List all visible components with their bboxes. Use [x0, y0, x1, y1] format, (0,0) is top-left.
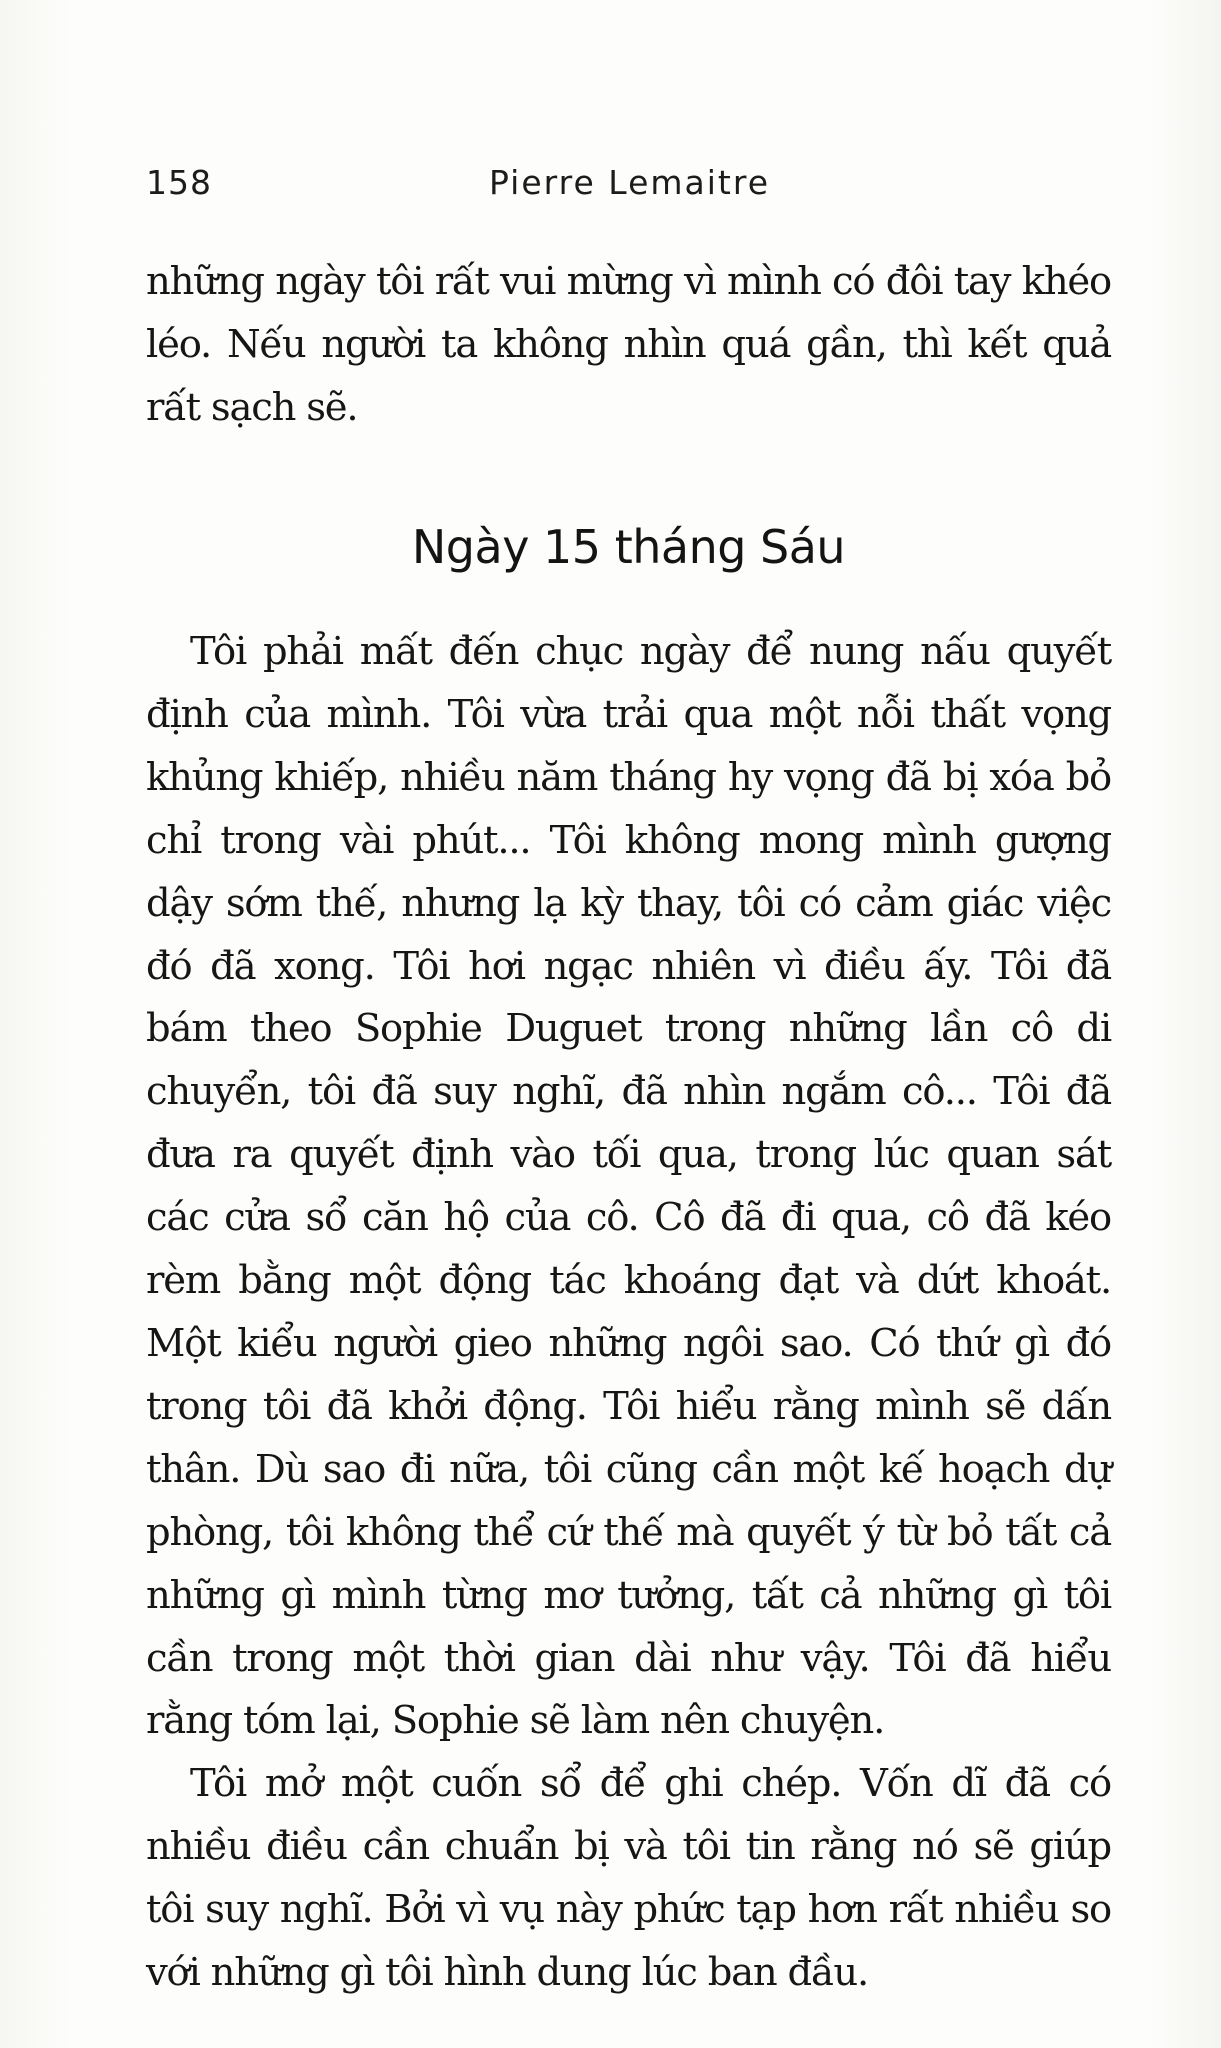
- section-body: [146, 621, 1111, 2005]
- page-number: 158: [146, 163, 212, 202]
- continued-text: [146, 251, 1111, 440]
- author-name: Pierre Lemaitre: [489, 163, 770, 202]
- paragraph: Tôi phải mất đến chục ngày để nung nấu quyết định của mình. Tôi vừa trải qua một nỗi thất vọng khủng khiếp, nhiều năm tháng hy vọng đã bị xóa bỏ chỉ trong vài phút... Tôi không mong mình gượng dậy sớm thế, nhưng lạ kỳ thay, tôi có cảm giác việc đó đã xong. Tôi hơi ngạc nhiên vì điều ấy. Tôi đã bám theo Sophie Duguet trong những lần cô di chuyển, tôi đã suy nghĩ, đã nhìn ngắm cô... Tôi đã đưa ra quyết định vào tối qua, trong lúc quan sát các cửa sổ căn hộ của cô. Cô đã đi qua, cô đã kéo rèm bằng một động tác khoáng đạt và dứt khoát. Một kiểu người gieo những ngôi sao. Có thứ gì đó trong tôi đã khởi động. Tôi hiểu rằng mình sẽ dấn thân. Dù sao đi nữa, tôi cũng cần một kế hoạch dự phòng, tôi không thể cứ thế mà quyết ý từ bỏ tất cả những gì mình từng mơ tưởng, tất cả những gì tôi cần trong một thời gian dài như vậy. Tôi đã hiểu rằng tóm lại, Sophie sẽ làm nên chuyện.: [146, 629, 1111, 1744]
- section-heading: Ngày 15 tháng Sáu: [411, 520, 846, 574]
- paragraph: Tôi mở một cuốn sổ để ghi chép. Vốn dĩ đã có nhiều điều cần chuẩn bị và tôi tin rằng nó sẽ giúp tôi suy nghĩ. Bởi vì vụ này phức tạp hơn rất nhiều so với những gì tôi hình dung lúc ban đầu.: [146, 1761, 1111, 1996]
- paragraph: những ngày tôi rất vui mừng vì mình có đôi tay khéo léo. Nếu người ta không nhìn quá gần, thì kết quả rất sạch sẽ.: [146, 259, 1111, 430]
- running-header: [146, 163, 1106, 207]
